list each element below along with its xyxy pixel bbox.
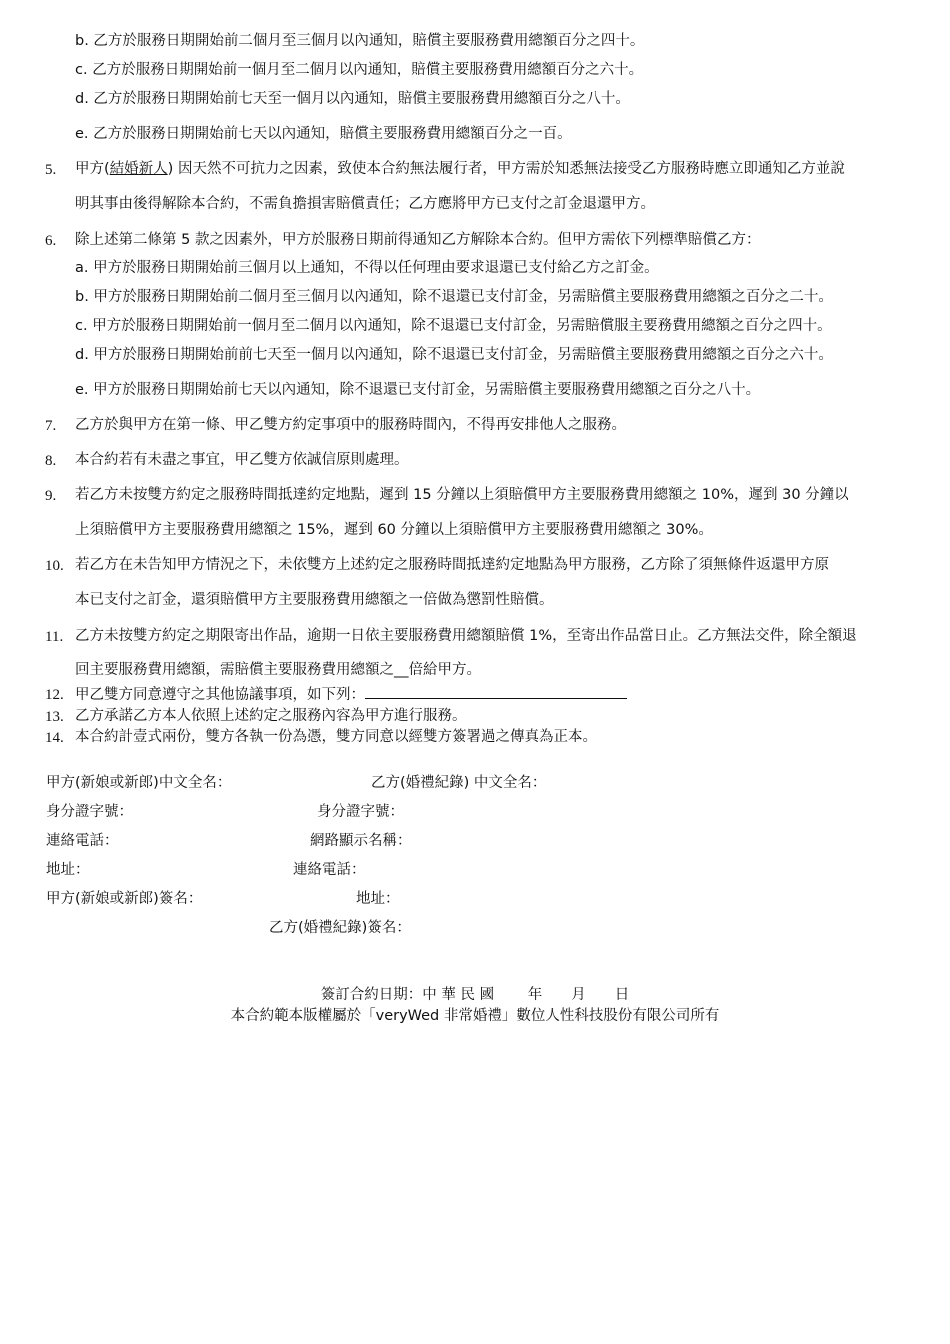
clause11-line1: 乙方未按雙方約定之期限寄出作品，逾期一日依主要服務費用總額賠償 1%，至寄出作品當日止。乙方無法交件，除全額退: [75, 628, 857, 644]
clause12-number: 12.: [45, 687, 64, 703]
party-a-phone-label: 連絡電話：: [46, 833, 119, 849]
clause10-number: 10.: [45, 558, 64, 574]
clause11-line2: 回主要服務費用總額，需賠償主要服務費用總額之__倍給甲方。: [75, 662, 481, 678]
clause4-item-e: e. 乙方於服務日期開始前七天以內通知，賠償主要服務費用總額百分之一百。: [75, 126, 572, 142]
clause5-number: 5.: [45, 162, 57, 178]
clause6-line1: 除上述第二條第 5 款之因素外，甲方於服務日期前得通知乙方解除本合約。但甲方需依下列標準賠償乙方：: [75, 232, 761, 248]
clause6-item-b: b. 甲方於服務日期開始前二個月至三個月以內通知，除不退還已支付訂金，另需賠償主要服務費用總額之百分之二十。: [75, 289, 833, 305]
party-b-signature-label: 乙方(婚禮紀錄)簽名：: [269, 920, 411, 936]
clause13-text: 乙方承諾乙方本人依照上述約定之服務內容為甲方進行服務。: [75, 708, 467, 724]
clause14-number: 14.: [45, 730, 64, 746]
party-a-id-label: 身分證字號：: [46, 804, 133, 820]
clause13-number: 13.: [45, 709, 64, 725]
clause4-item-c: c. 乙方於服務日期開始前一個月至二個月以內通知，賠償主要服務費用總額百分之六十。: [75, 62, 644, 78]
clause7-text: 乙方於與甲方在第一條、甲乙雙方約定事項中的服務時間內，不得再安排他人之服務。: [75, 417, 626, 433]
party-a-address-label: 地址：: [46, 862, 90, 878]
party-b-address-label: 地址：: [356, 891, 400, 907]
signing-date-line: 簽訂合約日期：中 華 民 國 年 月 日: [320, 987, 630, 1003]
party-b-name-label: 乙方(婚禮紀錄) 中文全名：: [371, 775, 547, 791]
clause9-line1: 若乙方未按雙方約定之服務時間抵達約定地點，遲到 15 分鐘以上須賠償甲方主要服務費用總額之 10%，遲到 30 分鐘以: [75, 487, 849, 503]
clause10-line2: 本已支付之訂金，還須賠償甲方主要服務費用總額之一倍做為懲罰性賠償。: [75, 592, 554, 608]
clause12-blank-line: [365, 684, 627, 699]
clause5-post: ) 因天然不可抗力之因素，致使本合約無法履行者，甲方需於知悉無法接受乙方服務時應立即通知乙方並說: [167, 161, 845, 177]
clause5-line2: 明其事由後得解除本合約，不需負擔損害賠償責任；乙方應將甲方已支付之訂金退還甲方。: [75, 196, 655, 212]
party-a-signature-label: 甲方(新娘或新郎)簽名：: [46, 891, 203, 907]
clause12-line: [75, 684, 627, 705]
party-a-name-label: 甲方(新娘或新郎)中文全名：: [46, 775, 232, 791]
clause8-text: 本合約若有未盡之事宜，甲乙雙方依誠信原則處理。: [75, 452, 409, 468]
clause8-number: 8.: [45, 453, 57, 469]
clause6-item-c: c. 甲方於服務日期開始前一個月至二個月以內通知，除不退還已支付訂金，另需賠償服主要務費用總額之百分之四十。: [75, 318, 832, 334]
clause4-item-b: b. 乙方於服務日期開始前二個月至三個月以內通知，賠償主要服務費用總額百分之四十。: [75, 33, 645, 49]
clause12-text: 甲乙雙方同意遵守之其他協議事項，如下列：: [75, 687, 365, 703]
clause9-number: 9.: [45, 488, 57, 504]
copyright-notice: 本合約範本版權屬於「veryWed 非常婚禮」數位人性科技股份有限公司所有: [230, 1008, 720, 1024]
clause6-number: 6.: [45, 233, 57, 249]
clause9-line2: 上須賠償甲方主要服務費用總額之 15%，遲到 60 分鐘以上須賠償甲方主要服務費用總額之 30%。: [75, 522, 713, 538]
clause6-item-a: a. 甲方於服務日期開始前三個月以上通知，不得以任何理由要求退還已支付給乙方之訂金。: [75, 260, 659, 276]
party-b-nickname-label: 網路顯示名稱：: [310, 833, 412, 849]
clause5-line1: [75, 159, 845, 179]
clause6-item-e: e. 甲方於服務日期開始前七天以內通知，除不退還已支付訂金，另需賠償主要服務費用總額之百分之八十。: [75, 382, 761, 398]
clause10-line1: 若乙方在未告知甲方情況之下，未依雙方上述約定之服務時間抵達約定地點為甲方服務，乙方除了須無條件返還甲方原: [75, 557, 829, 573]
clause5-underlined: 結婚新人: [109, 161, 168, 177]
party-b-id-label: 身分證字號：: [317, 804, 404, 820]
clause4-item-d: d. 乙方於服務日期開始前七天至一個月以內通知，賠償主要服務費用總額百分之八十。: [75, 91, 630, 107]
clause7-number: 7.: [45, 418, 57, 434]
clause14-text: 本合約計壹式兩份，雙方各執一份為憑，雙方同意以經雙方簽署過之傳真為正本。: [75, 729, 597, 745]
clause5-pre: 甲方(: [75, 161, 110, 177]
party-b-phone-label: 連絡電話：: [293, 862, 366, 878]
clause11-number: 11.: [45, 629, 64, 645]
clause6-item-d: d. 甲方於服務日期開始前前七天至一個月以內通知，除不退還已支付訂金，另需賠償主要服務費用總額之百分之六十。: [75, 347, 833, 363]
